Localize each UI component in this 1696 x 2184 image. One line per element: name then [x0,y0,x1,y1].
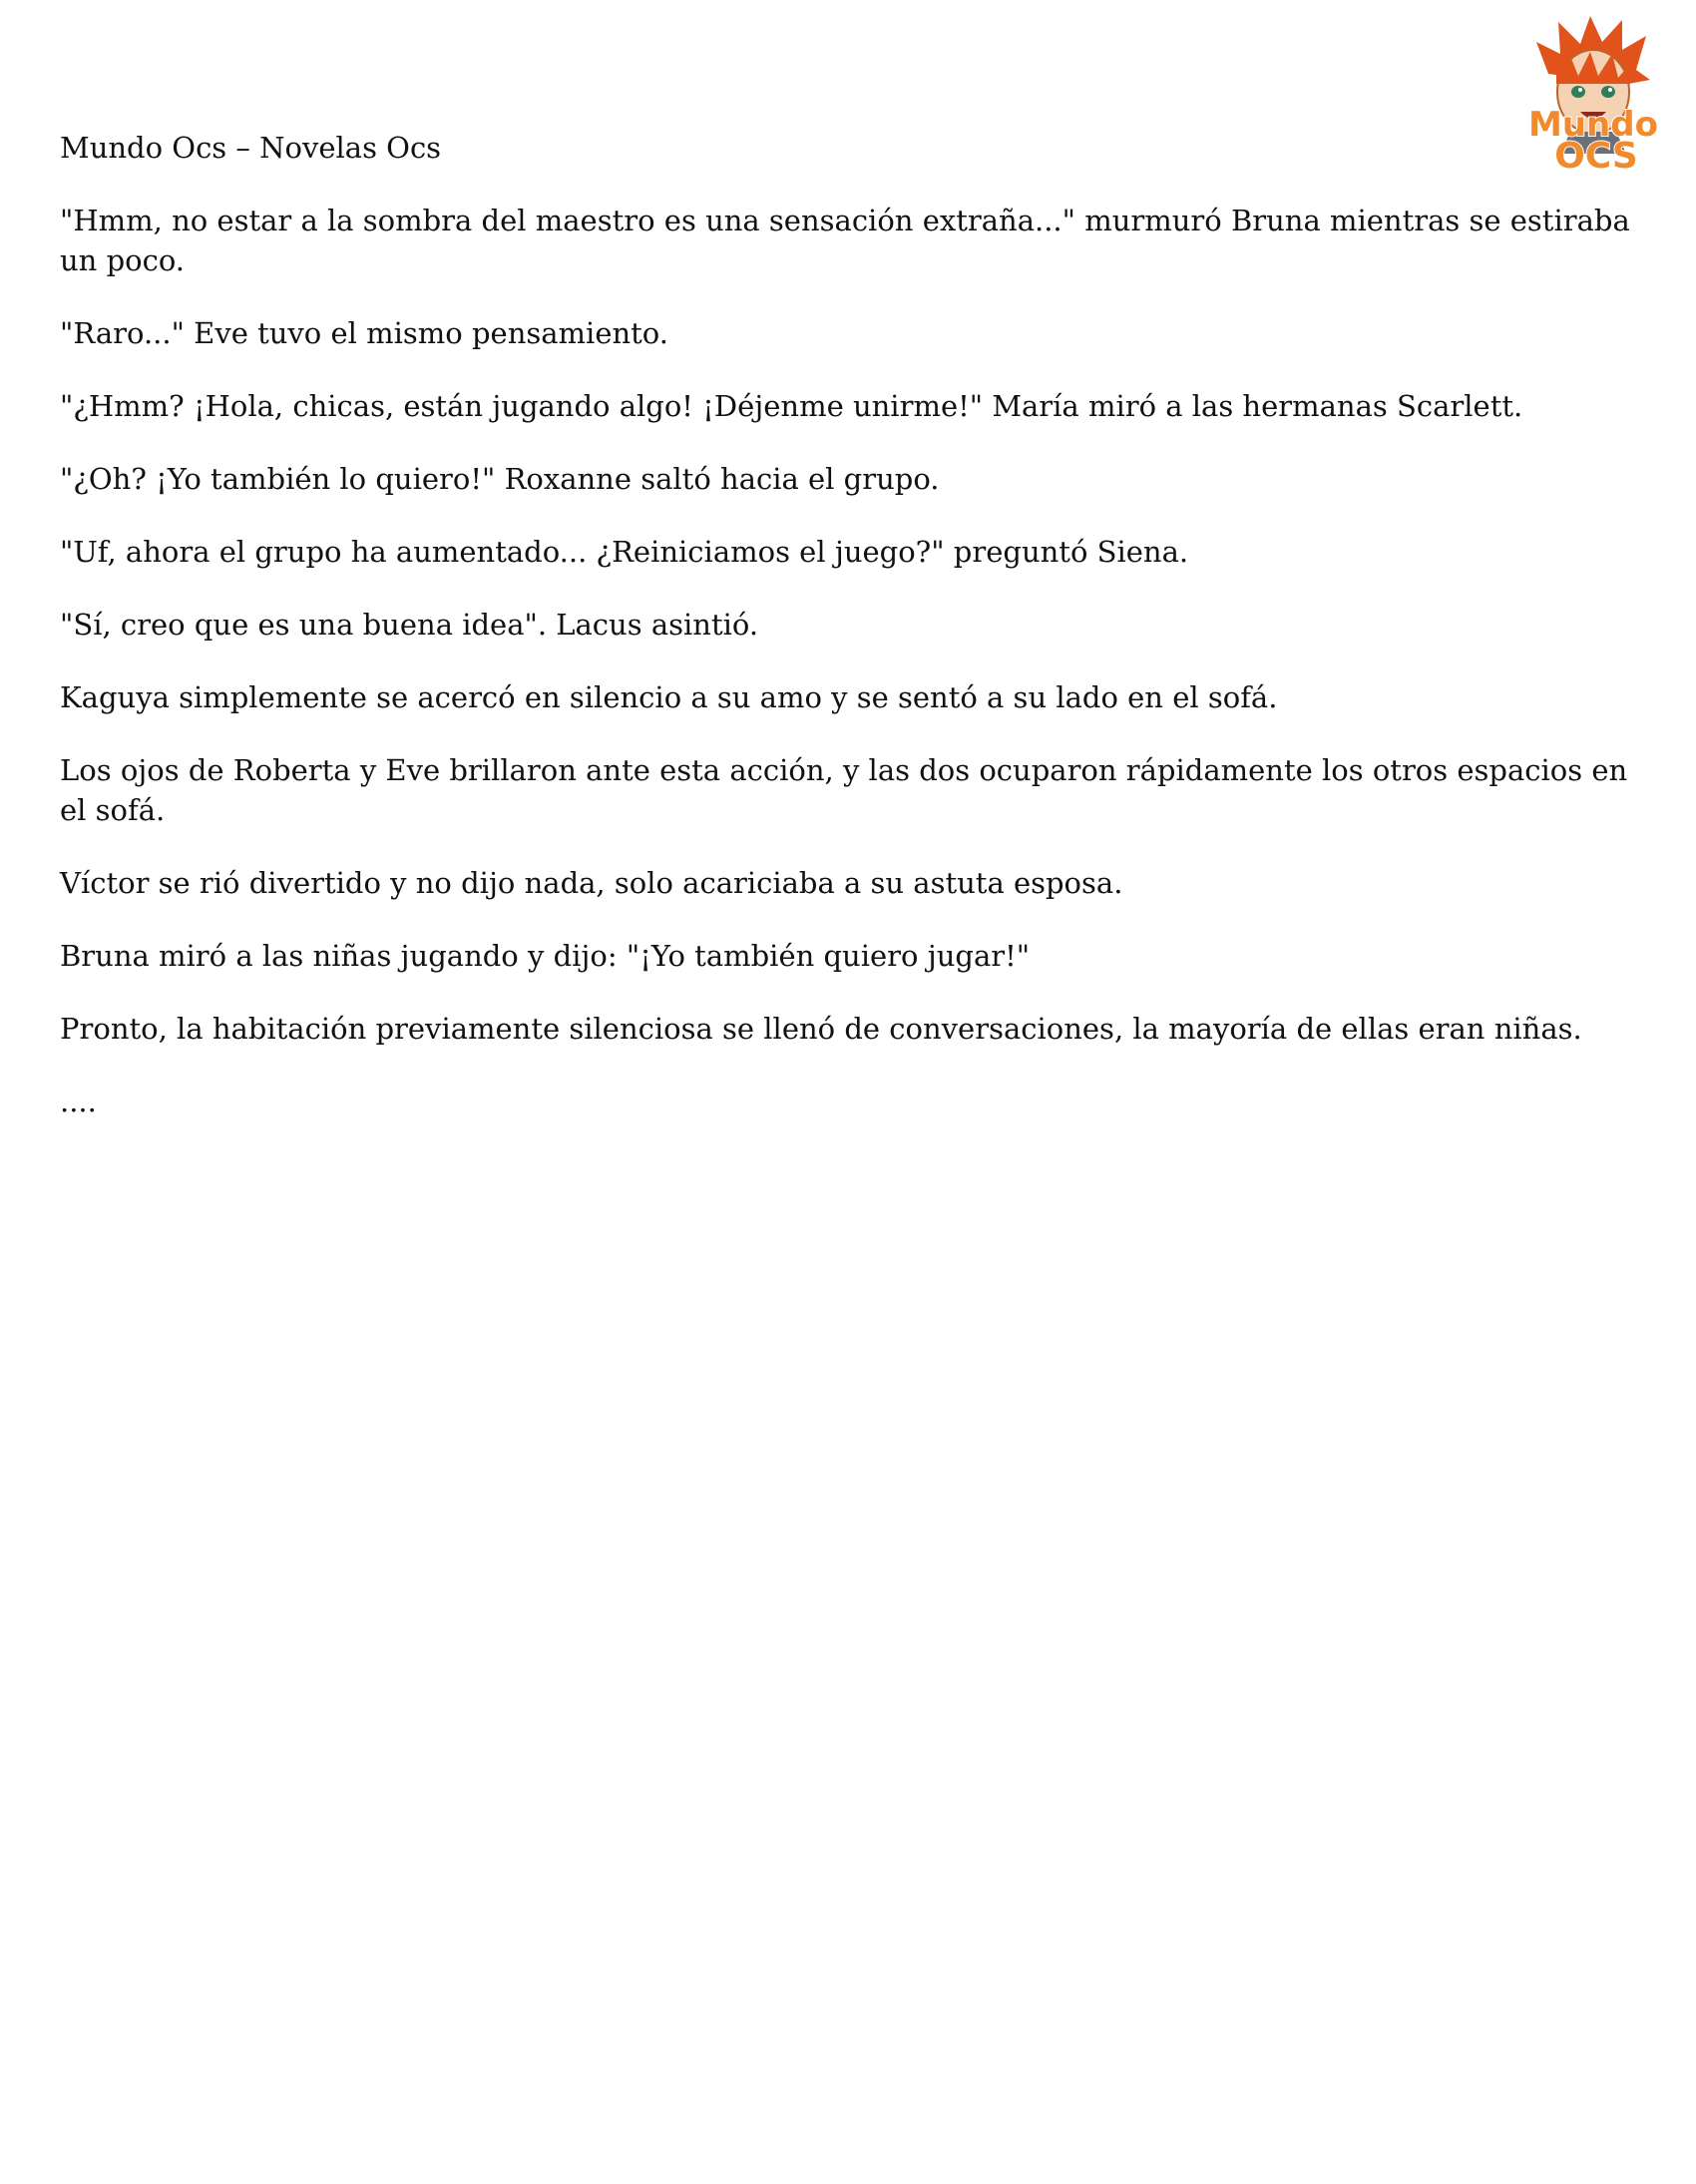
paragraph: "Uf, ahora el grupo ha aumentado... ¿Reiniciamos el juego?" preguntó Siena. [60,535,1189,569]
paragraph: Víctor se rió divertido y no dijo nada, solo acariciaba a su astuta esposa. [60,866,1123,900]
paragraph: "¿Hmm? ¡Hola, chicas, están jugando algo! ¡Déjenme unirme!" María miró a las hermanas Scarlett. [60,389,1523,423]
document-body [60,128,1636,1154]
svg-text:Mundo: Mundo [1528,105,1658,145]
svg-text:OCS: OCS [1554,136,1638,174]
document-header: Mundo Ocs – Novelas Ocs [60,131,442,165]
paragraph: "Hmm, no estar a la sombra del maestro es una sensación extraña..." murmuró Bruna mientras se estiraba un poco. [60,204,1630,277]
paragraph: Pronto, la habitación previamente silenciosa se llenó de conversaciones, la mayoría de ellas eran niñas. [60,1012,1582,1046]
paragraph: Los ojos de Roberta y Eve brillaron ante esta acción, y las dos ocuparon rápidamente los otros espacios en el sofá. [60,753,1628,827]
paragraph: Bruna miró a las niñas jugando y dijo: "¡Yo también quiero jugar!" [60,939,1031,973]
paragraph: Kaguya simplemente se acercó en silencio a su amo y se sentó a su lado en el sofá. [60,680,1278,714]
paragraph: "Raro..." Eve tuvo el mismo pensamiento. [60,316,668,350]
paragraph: "Sí, creo que es una buena idea". Lacus asintió. [60,608,759,642]
paragraph: "¿Oh? ¡Yo también lo quiero!" Roxanne saltó hacia el grupo. [60,462,940,496]
paragraph-ellipsis: .... [60,1085,97,1118]
